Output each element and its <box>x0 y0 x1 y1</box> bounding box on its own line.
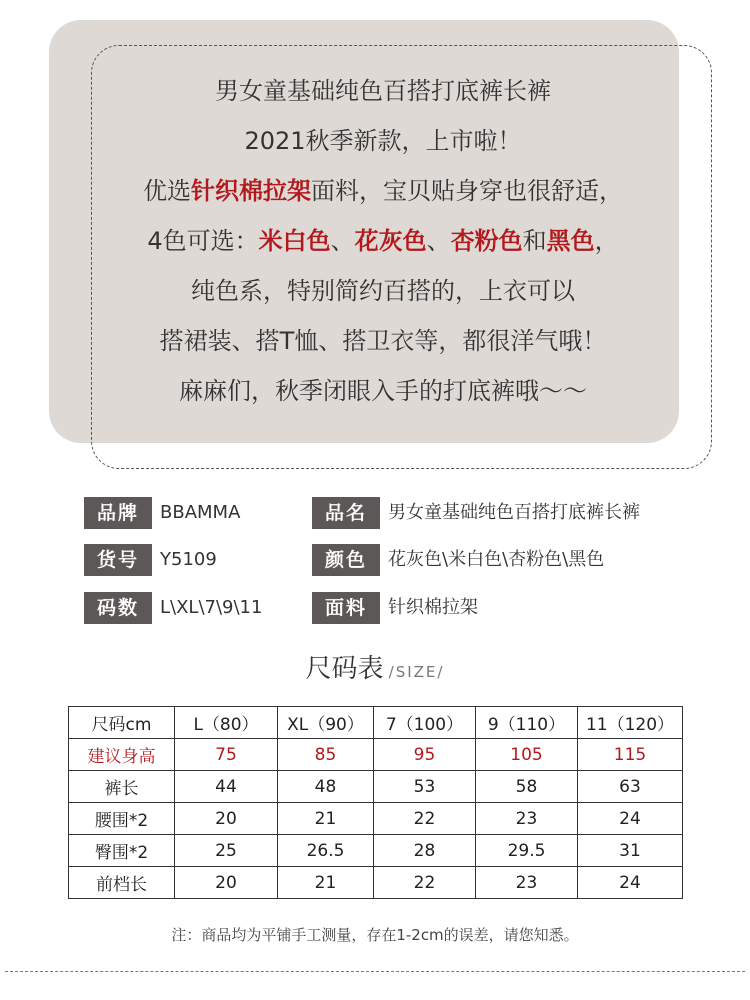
measurement-note: 注：商品均为平铺手工测量，存在1-2cm的误差，请您知悉。 <box>171 926 579 944</box>
intro-line <box>60 266 706 316</box>
table-header-cell: 9（110） <box>476 707 578 739</box>
bottom-divider <box>5 971 745 972</box>
table-header-cell: 7（100） <box>374 707 476 739</box>
table-cell: 29.5 <box>476 835 578 867</box>
intro-text: 优选 <box>143 177 191 205</box>
brand-value: BBAMMA <box>160 502 241 523</box>
table-row <box>69 771 683 803</box>
intro-text: 4色可选： <box>147 227 259 255</box>
table-cell: 28 <box>374 835 476 867</box>
table-cell: 75 <box>175 739 278 771</box>
table-cell: 臀围*2 <box>69 835 175 867</box>
intro-highlight-text: 针织棉拉架 <box>191 177 311 205</box>
brand-label: 品牌 <box>84 497 152 529</box>
table-cell: 24 <box>578 867 683 899</box>
sku-value: Y5109 <box>160 549 217 570</box>
table-cell: 63 <box>578 771 683 803</box>
intro-text: 和 <box>522 227 547 255</box>
table-cell: 26.5 <box>278 835 374 867</box>
table-row <box>69 739 683 771</box>
size-label: 码数 <box>84 592 152 624</box>
fabric-label: 面料 <box>312 592 380 624</box>
table-header-cell: XL（90） <box>278 707 374 739</box>
table-row <box>69 867 683 899</box>
table-header-cell: L（80） <box>175 707 278 739</box>
intro-line <box>60 366 706 416</box>
intro-text: 2021秋季新款，上市啦！ <box>244 127 522 155</box>
intro-text: 、 <box>426 227 451 255</box>
intro-line <box>60 116 706 166</box>
product-name-value: 男女童基础纯色百搭打底裤长裤 <box>388 502 640 523</box>
intro-line <box>60 316 706 366</box>
table-cell: 105 <box>476 739 578 771</box>
table-cell: 22 <box>374 803 476 835</box>
intro-description <box>60 66 706 416</box>
table-cell: 53 <box>374 771 476 803</box>
intro-highlight-text: 杏粉色 <box>450 227 523 255</box>
intro-text: 男女童基础纯色百搭打底裤长裤 <box>215 77 551 105</box>
table-cell: 115 <box>578 739 683 771</box>
table-cell: 20 <box>175 867 278 899</box>
table-cell: 48 <box>278 771 374 803</box>
intro-text: 麻麻们，秋季闭眼入手的打底裤哦～～ <box>179 377 587 405</box>
size-chart-title <box>0 648 750 685</box>
intro-line <box>60 166 706 216</box>
table-cell: 20 <box>175 803 278 835</box>
table-cell: 23 <box>476 867 578 899</box>
table-header-row <box>69 707 683 739</box>
table-cell: 44 <box>175 771 278 803</box>
table-cell: 85 <box>278 739 374 771</box>
intro-text: 纯色系，特别简约百搭的，上衣可以 <box>191 277 575 305</box>
intro-line <box>60 66 706 116</box>
intro-text: ， <box>594 227 619 255</box>
table-cell: 24 <box>578 803 683 835</box>
intro-text: 面料，宝贝贴身穿也很舒适， <box>311 177 623 205</box>
intro-highlight-text: 黑色 <box>546 227 595 255</box>
table-cell: 建议身高 <box>69 739 175 771</box>
size-value: L\XL\7\9\11 <box>160 597 263 618</box>
color-value: 花灰色\米白色\杏粉色\黑色 <box>388 549 605 570</box>
table-cell: 58 <box>476 771 578 803</box>
intro-highlight-text: 米白色 <box>258 227 331 255</box>
table-cell: 21 <box>278 803 374 835</box>
table-row <box>69 803 683 835</box>
table-row <box>69 835 683 867</box>
table-cell: 22 <box>374 867 476 899</box>
table-cell: 腰围*2 <box>69 803 175 835</box>
table-cell: 31 <box>578 835 683 867</box>
product-name-label: 品名 <box>312 497 380 529</box>
size-chart-title-en: /SIZE/ <box>388 663 445 681</box>
table-cell: 95 <box>374 739 476 771</box>
table-header-cell: 尺码cm <box>69 707 175 739</box>
intro-text: 搭裙装、搭T恤、搭卫衣等，都很洋气哦！ <box>159 327 607 355</box>
table-cell: 裤长 <box>69 771 175 803</box>
table-cell: 前档长 <box>69 867 175 899</box>
table-cell: 23 <box>476 803 578 835</box>
size-chart-title-cn: 尺码表 <box>305 654 384 684</box>
table-cell: 21 <box>278 867 374 899</box>
intro-highlight-text: 花灰色 <box>354 227 427 255</box>
intro-text: 、 <box>330 227 355 255</box>
intro-line <box>60 216 706 266</box>
table-cell: 25 <box>175 835 278 867</box>
color-label: 颜色 <box>312 544 380 576</box>
table-header-cell: 11（120） <box>578 707 683 739</box>
sku-label: 货号 <box>84 544 152 576</box>
fabric-value: 针织棉拉架 <box>388 597 478 618</box>
size-table <box>68 706 683 899</box>
